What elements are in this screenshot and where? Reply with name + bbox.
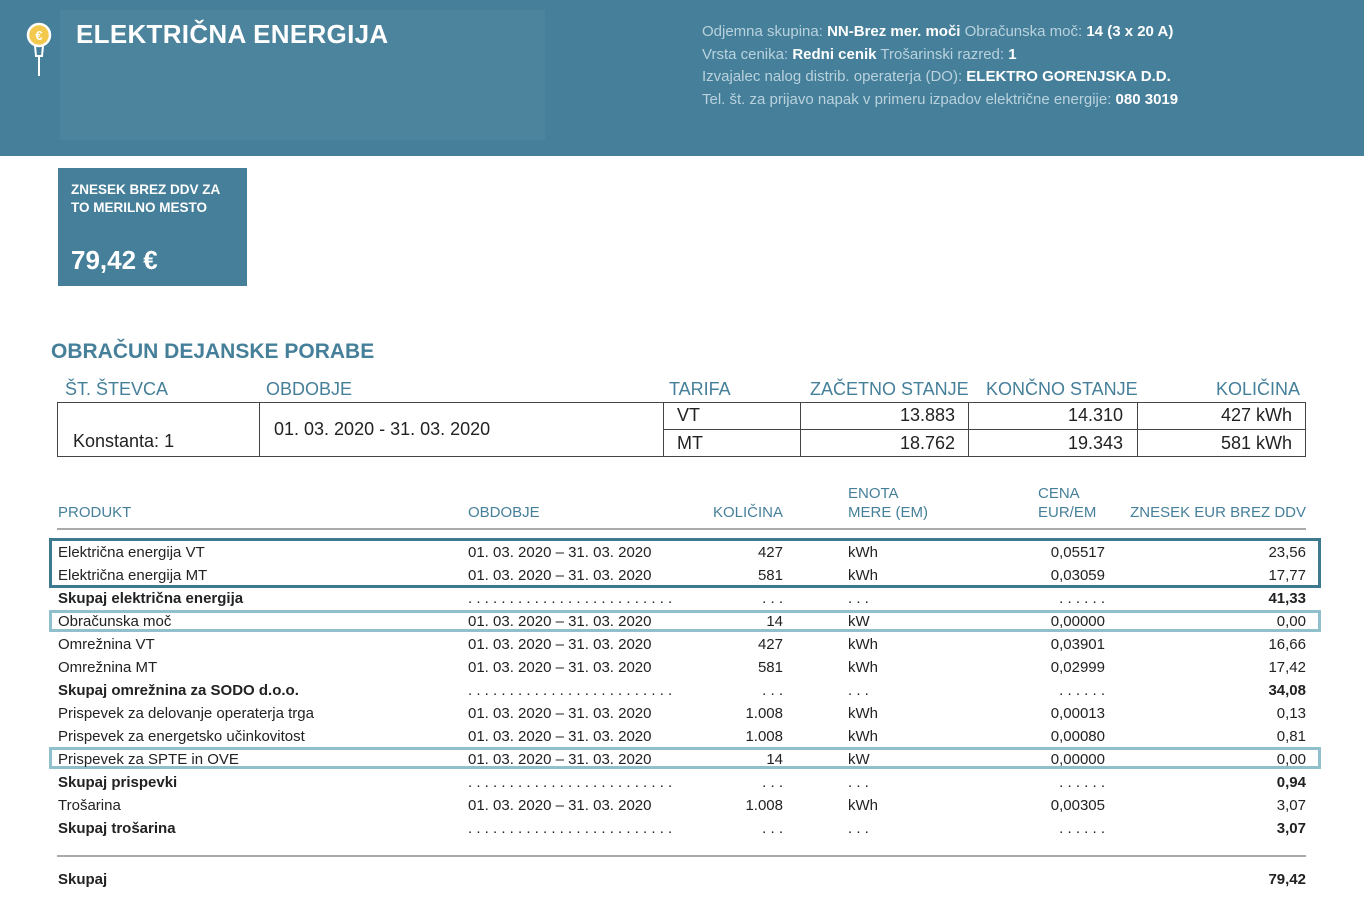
cell-unit: kWh [848,636,878,653]
cell-price: . . . . . . [1059,820,1105,837]
cell-period: 01. 03. 2020 – 31. 03. 2020 [468,613,652,630]
cell-amount: 0,00 [1276,613,1306,630]
info-line: Odjemna skupina: NN-Brez mer. moči Obračunska moč: 14 (3 x 20 A) [702,23,1174,40]
cell-period: . . . . . . . . . . . . . . . . . . . . . . . . . [468,590,673,607]
cell-price: . . . . . . [1059,682,1105,699]
summary-amount: 79,42 € [71,245,158,275]
cell-qty: 1.008 [745,728,783,745]
cell-name: Obračunska moč [58,613,172,630]
cell-price: 0,03901 [1050,636,1105,653]
cell-unit: kW [848,613,870,630]
meter-end: 14.310 [1067,405,1123,425]
header-banner [0,0,1364,156]
cell-period: . . . . . . . . . . . . . . . . . . . . . . . . . [468,820,673,837]
meter-end: 19.343 [1067,433,1123,453]
cell-unit: . . . [848,682,869,699]
cell-qty: 14 [766,613,783,630]
meter-header-tariff: TARIFA [669,379,731,399]
total-amount: 79,42 [1268,871,1306,888]
divider [57,855,1306,857]
info-line: Tel. št. za prijavo napak v primeru izpadov električne energije: 080 3019 [702,90,1179,108]
cell-name: Prispevek za energetsko učinkovitost [58,728,305,745]
cell-name: Skupaj trošarina [58,820,176,837]
cell-price: 0,00000 [1050,751,1105,768]
total-row [0,868,1364,891]
meter-qty: 427 kWh [1220,405,1292,425]
cell-amount: 16,66 [1268,636,1306,653]
cell-qty: . . . [762,774,783,791]
cell-price: 0,03059 [1050,567,1105,584]
info-line: Vrsta cenika: Redni cenik Trošarinski razred: 1 [702,45,1017,63]
cell-amount: 0,81 [1276,728,1306,745]
cell-qty: 1.008 [745,797,783,814]
meter-period: 01. 03. 2020 - 31. 03. 2020 [274,419,491,439]
cell-qty: 1.008 [745,705,783,722]
table-row [0,656,1364,679]
meter-qty: 581 kWh [1220,433,1292,453]
cell-qty: . . . [762,682,783,699]
cell-qty: 581 [757,567,783,584]
cell-period: 01. 03. 2020 – 31. 03. 2020 [468,705,652,722]
meter-tariff: MT [677,433,703,453]
cell-name: Skupaj prispevki [58,774,178,791]
product-header-period: OBDOBJE [468,504,540,521]
cell-qty: 427 [757,544,783,561]
cell-amount: 0,13 [1276,705,1306,722]
cell-price: 0,00305 [1050,797,1105,814]
cell-unit: . . . [848,820,869,837]
cell-qty: . . . [762,820,783,837]
cell-name: Omrežnina MT [58,659,158,676]
cell-amount: 17,42 [1268,659,1306,676]
cell-amount: 23,56 [1268,544,1306,561]
cell-qty: 581 [757,659,783,676]
cell-unit: kWh [848,728,878,745]
info-line: Izvajalec nalog distrib. operaterja (DO): ELEKTRO GORENJSKA D.D. [702,68,1171,85]
svg-text:€: € [35,28,43,43]
product-header-qty: KOLIČINA [712,504,783,521]
meter-header-qty: KOLIČINA [1215,379,1300,399]
cell-unit: kWh [848,567,878,584]
cell-price: . . . . . . [1059,590,1105,607]
cell-name: Skupaj električna energija [58,590,244,607]
meter-header-period: OBDOBJE [266,379,353,399]
cell-unit: . . . [848,590,869,607]
table-row [0,794,1364,817]
cell-qty: 427 [757,636,783,653]
lightbulb-euro-icon [24,20,54,80]
table-row [0,633,1364,656]
table-row [0,564,1364,587]
cell-period: 01. 03. 2020 – 31. 03. 2020 [468,797,652,814]
cell-name: Skupaj omrežnina za SODO d.o.o. [58,682,299,699]
subtotal-row [0,587,1364,610]
cell-period: 01. 03. 2020 – 31. 03. 2020 [468,728,652,745]
meter-header-start: ZAČETNO STANJE [810,379,969,399]
cell-amount: 17,77 [1268,567,1306,584]
cell-unit: kWh [848,544,878,561]
table-row [0,725,1364,748]
cell-period: 01. 03. 2020 – 31. 03. 2020 [468,636,652,653]
cell-name: Trošarina [58,797,121,814]
meter-start: 13.883 [899,405,955,425]
cell-price: 0,05517 [1050,544,1105,561]
cell-amount: 3,07 [1276,797,1306,814]
total-label: Skupaj [58,871,108,888]
product-header-name: PRODUKT [58,504,132,521]
meter-start: 18.762 [899,433,955,453]
product-header-unit: ENOTA MERE (EM) [848,485,928,521]
product-header-amount: ZNESEK EUR BREZ DDV [1130,504,1306,521]
cell-name: Prispevek za delovanje operaterja trga [58,705,314,722]
cell-unit: kWh [848,659,878,676]
cell-price: . . . . . . [1059,774,1105,791]
amount-summary-box [58,168,247,286]
section-title: OBRAČUN DEJANSKE PORABE [51,340,375,363]
cell-unit: kW [848,751,870,768]
cell-period: 01. 03. 2020 – 31. 03. 2020 [468,751,652,768]
cell-amount: 0,00 [1276,751,1306,768]
cell-qty: 14 [766,751,783,768]
cell-price: 0,00000 [1050,613,1105,630]
subtotal-row [0,817,1364,840]
table-row [0,541,1364,564]
cell-price: 0,02999 [1050,659,1105,676]
cell-name: Omrežnina VT [58,636,155,653]
meter-table [57,402,1306,457]
header-info [702,21,1178,111]
meter-header-end: KONČNO STANJE [986,379,1138,399]
meter-constant: Konstanta: 1 [73,431,175,451]
page-title: ELEKTRIČNA ENERGIJA [76,19,389,49]
cell-period: 01. 03. 2020 – 31. 03. 2020 [468,544,652,561]
cell-amount: 3,07 [1276,820,1306,837]
cell-amount: 41,33 [1268,590,1306,607]
table-row [0,610,1364,633]
divider [57,528,1306,530]
meter-tariff: VT [677,405,701,425]
cell-name: Električna energija MT [58,567,208,584]
cell-price: 0,00013 [1050,705,1105,722]
summary-label: ZNESEK BREZ DDV ZA TO MERILNO MESTO [71,182,220,215]
cell-period: . . . . . . . . . . . . . . . . . . . . . . . . . [468,774,673,791]
cell-amount: 34,08 [1268,682,1306,699]
cell-period: . . . . . . . . . . . . . . . . . . . . . . . . . [468,682,673,699]
subtotal-row [0,679,1364,702]
cell-amount: 0,94 [1276,774,1306,791]
meter-header-number: ŠT. ŠTEVCA [65,379,169,399]
subtotal-row [0,771,1364,794]
cell-unit: . . . [848,774,869,791]
cell-unit: kWh [848,797,878,814]
cell-period: 01. 03. 2020 – 31. 03. 2020 [468,567,652,584]
product-header-price: CENA EUR/EM [1038,485,1097,521]
cell-unit: kWh [848,705,878,722]
cell-period: 01. 03. 2020 – 31. 03. 2020 [468,659,652,676]
cell-name: Električna energija VT [58,544,205,561]
table-row [0,702,1364,725]
table-row [0,748,1364,771]
cell-price: 0,00080 [1050,728,1105,745]
cell-name: Prispevek za SPTE in OVE [58,751,239,768]
cell-qty: . . . [762,590,783,607]
